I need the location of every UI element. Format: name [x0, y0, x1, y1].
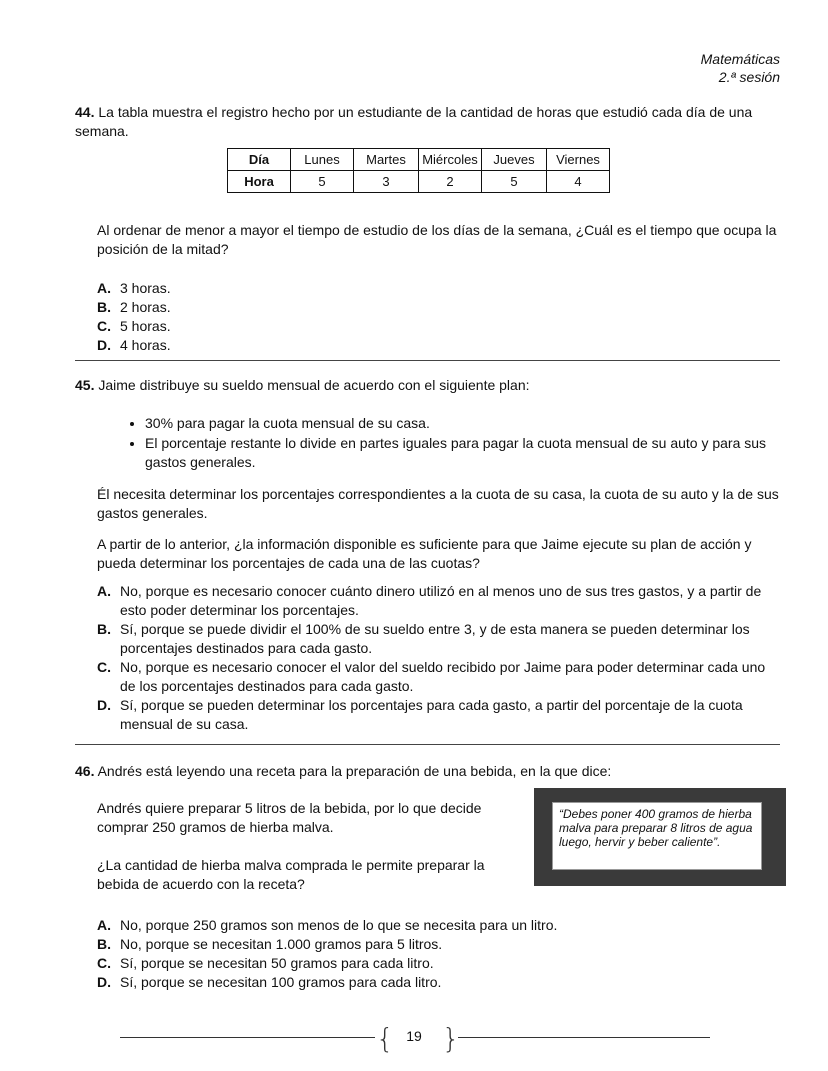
divider	[75, 360, 780, 361]
option-d[interactable]	[75, 336, 780, 355]
option-letter: C.	[97, 955, 111, 971]
question-45	[75, 376, 780, 734]
q46-paragraph-1: Andrés quiere preparar 5 litros de la bebida, por lo que decide comprar 250 gramos de hierba malva.	[97, 800, 482, 835]
footer-rule-left	[120, 1037, 375, 1038]
option-letter: B.	[97, 936, 111, 952]
option-text: No, porque se necesitan 1.000 gramos para 5 litros.	[120, 936, 443, 952]
option-text: 5 horas.	[120, 318, 171, 334]
q45-number: 45.	[75, 377, 95, 393]
option-text: Sí, porque se necesitan 100 gramos para cada litro.	[120, 974, 442, 990]
table-header-hour: Hora	[228, 171, 291, 193]
option-text: 2 horas.	[120, 299, 171, 315]
table-cell: 5	[482, 171, 547, 193]
option-letter: D.	[97, 697, 111, 713]
option-letter: A.	[97, 280, 111, 296]
table-cell: Jueves	[482, 149, 547, 171]
option-text: 4 horas.	[120, 337, 171, 353]
option-c[interactable]	[75, 658, 780, 696]
q45-paragraph-2: A partir de lo anterior, ¿la información disponible es suficiente para que Jaime ejecute su plan de acción y pueda determinar los porcentajes de cada una de las cuotas?	[97, 536, 752, 571]
left-brace-icon: {	[376, 1022, 394, 1055]
q46-paragraph-2: ¿La cantidad de hierba malva comprada le permite preparar la bebida de acuerdo con la receta?	[97, 857, 485, 892]
q44-stem-text: La tabla muestra el registro hecho por un estudiante de la cantidad de horas que estudió cada día de una semana.	[75, 104, 753, 139]
table-row	[228, 149, 610, 171]
option-d[interactable]	[75, 973, 780, 992]
table-cell: 3	[354, 171, 419, 193]
q46-stem-text: Andrés está leyendo una receta para la preparación de una bebida, en la que dice:	[97, 763, 612, 779]
option-text: No, porque es necesario conocer cuánto dinero utilizó en al menos uno de sus tres gastos, y a partir de esto poder determinar los porcentajes.	[120, 583, 762, 618]
divider	[75, 744, 780, 745]
q46-body	[75, 799, 515, 894]
option-text: Sí, porque se pueden determinar los porcentajes para cada gasto, a partir del porcentaje de la cuota mensual de su casa.	[120, 697, 743, 732]
option-text: No, porque es necesario conocer el valor del sueldo recibido por Jaime para poder determinar cada uno de los porcentajes destinados para cada gasto.	[120, 659, 766, 694]
option-text: Sí, porque se necesitan 50 gramos para cada litro.	[120, 955, 434, 971]
q46-options	[75, 916, 780, 992]
question-44	[75, 103, 780, 141]
table-cell: 5	[291, 171, 354, 193]
table-cell: Martes	[354, 149, 419, 171]
option-letter: C.	[97, 659, 111, 675]
question-46	[75, 762, 780, 781]
option-letter: B.	[97, 299, 111, 315]
option-letter: D.	[97, 337, 111, 353]
session-label: 2.ª sesión	[718, 69, 780, 85]
list-item: • El porcentaje restante lo divide en partes iguales para pagar la cuota mensual de su auto y para sus gastos generales.	[145, 434, 780, 472]
option-letter: C.	[97, 318, 111, 334]
q45-options	[75, 582, 780, 734]
option-text: 3 horas.	[120, 280, 171, 296]
recipe-quote: “Debes poner 400 gramos de hierba malva para preparar 8 litros de agua luego, hervir y beber caliente”.	[552, 802, 762, 870]
q45-paragraph-1: Él necesita determinar los porcentajes correspondientes a la cuota de su casa, la cuota de su auto y la de sus gastos generales.	[97, 486, 779, 521]
table-header-day: Día	[228, 149, 291, 171]
list-item: • 30% para pagar la cuota mensual de su casa.	[145, 414, 780, 433]
q46-number: 46.	[75, 763, 95, 779]
recipe-frame	[534, 788, 786, 886]
q44-options	[75, 279, 780, 355]
option-a[interactable]	[75, 916, 780, 935]
option-letter: B.	[97, 621, 111, 637]
table-cell: 4	[547, 171, 610, 193]
option-d[interactable]	[75, 696, 780, 734]
table-cell: Viernes	[547, 149, 610, 171]
option-b[interactable]	[75, 620, 780, 658]
page-footer	[120, 1022, 710, 1055]
option-b[interactable]	[75, 935, 780, 954]
q44-question-text: Al ordenar de menor a mayor el tiempo de estudio de los días de la semana, ¿Cuál es el tiempo que ocupa la posición de la mitad?	[97, 222, 777, 257]
right-brace-icon: }	[442, 1022, 460, 1055]
table-cell: 2	[419, 171, 482, 193]
table-cell: Miércoles	[419, 149, 482, 171]
subject-label: Matemáticas	[700, 51, 780, 67]
option-b[interactable]	[75, 298, 780, 317]
q45-stem-text: Jaime distribuye su sueldo mensual de acuerdo con el siguiente plan:	[98, 377, 530, 393]
page-number: 19	[406, 1028, 422, 1044]
option-c[interactable]	[75, 317, 780, 336]
q45-bullet-list	[75, 414, 780, 472]
q44-number: 44.	[75, 104, 95, 120]
option-text: Sí, porque se puede dividir el 100% de su sueldo entre 3, y de esta manera se pueden determinar los porcentajes destinados para cada gasto.	[120, 621, 750, 656]
option-letter: A.	[97, 583, 111, 599]
q46-stem	[75, 762, 780, 781]
q45-stem	[75, 376, 780, 395]
page-header	[701, 50, 780, 86]
option-letter: D.	[97, 974, 111, 990]
option-a[interactable]	[75, 582, 780, 620]
footer-rule-right	[458, 1037, 710, 1038]
table-row	[228, 171, 610, 193]
option-text: No, porque 250 gramos son menos de lo que se necesita para un litro.	[120, 917, 558, 933]
option-a[interactable]	[75, 279, 780, 298]
option-c[interactable]	[75, 954, 780, 973]
option-letter: A.	[97, 917, 111, 933]
hours-table	[227, 148, 610, 193]
q44-stem	[75, 103, 780, 141]
q44-question	[75, 221, 780, 259]
table-cell: Lunes	[291, 149, 354, 171]
